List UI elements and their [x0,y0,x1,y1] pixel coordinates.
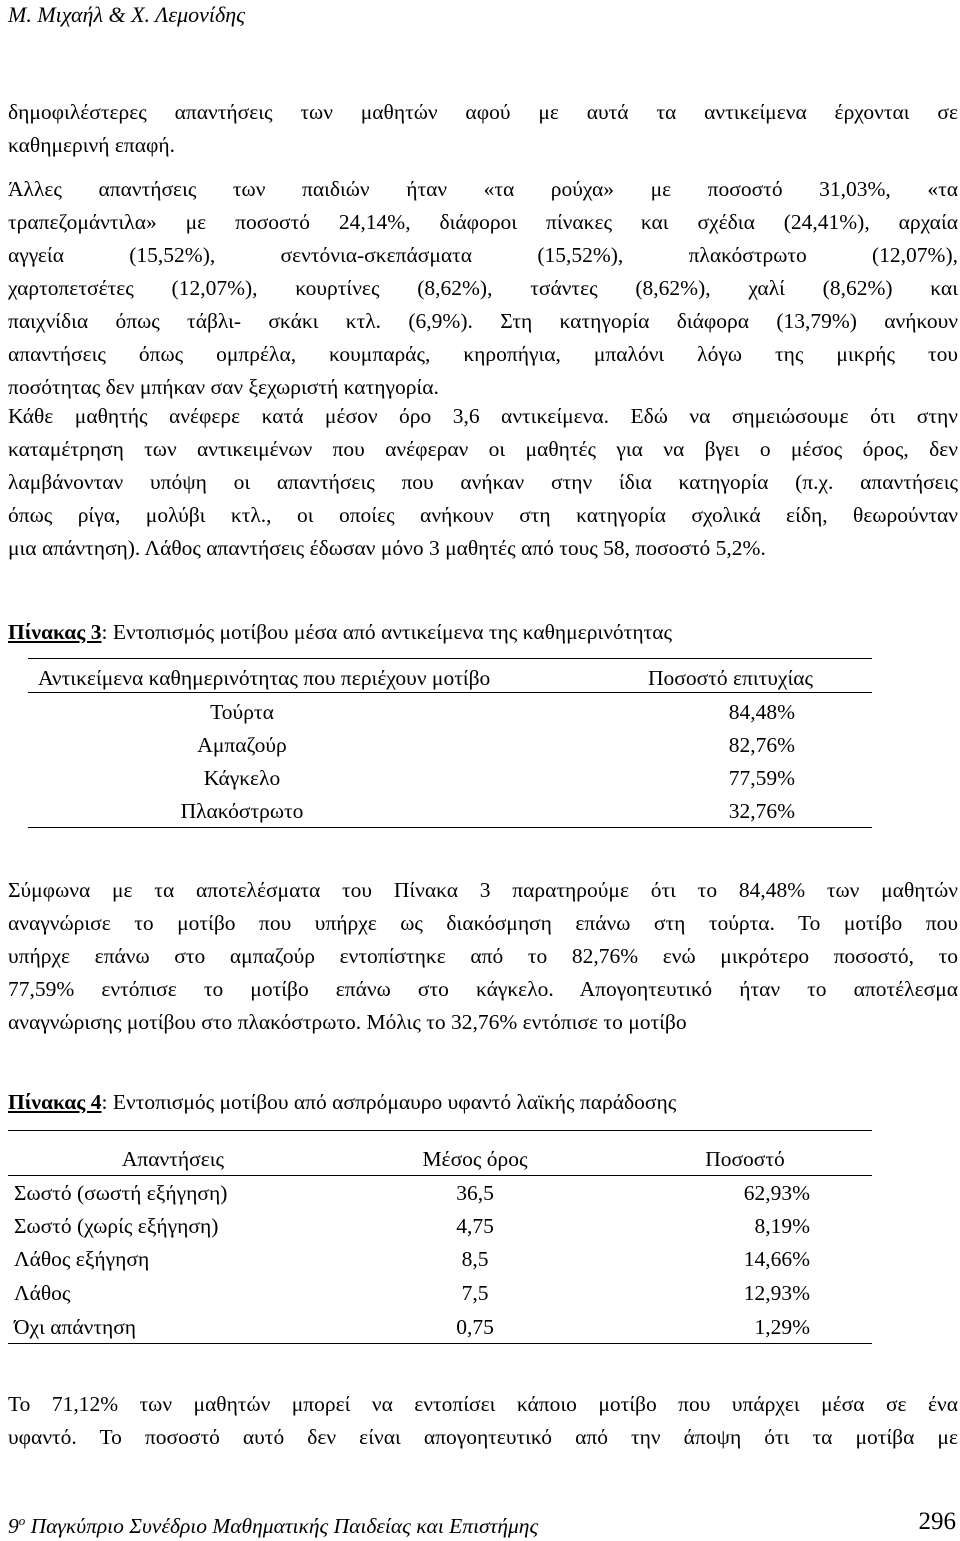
table-cell: Σωστό (σωστή εξήγηση) [14,1181,228,1205]
text-line: παιχνίδια όπως τάβλι- σκάκι κτλ. (6,9%). Στη κατηγορία διάφορα (13,79%) ανήκουν [8,309,958,333]
table-cell: 82,76% [728,733,795,757]
text-line: λαμβάνονταν υπόψη οι απαντήσεις που ανήκαν στην ίδια κατηγορία (π.χ. απαντήσεις [8,470,958,494]
table-cell: 32,76% [728,799,795,823]
conference-ordinal: 9 [8,1514,19,1539]
table-cell: Όχι απάντηση [14,1315,137,1339]
running-header: Μ. Μιχαήλ & Χ. Λεμονίδης [8,2,246,27]
text-line: τραπεζομάντιλα» με ποσοστό 24,14%, διάφοροι πίνακες και σχέδια (24,41%), αρχαία [8,210,958,234]
text-line: καταμέτρηση των αντικειμένων που ανέφεραν οι μαθητές για να βγει ο μέσος όρος, δεν [8,437,958,461]
table-cell: Λάθος εξήγηση [14,1247,150,1271]
table-cell: 7,5 [461,1281,489,1305]
text-line: Κάθε μαθητής ανέφερε κατά μέσον όρο 3,6 αντικείμενα. Εδώ να σημειώσουμε ότι στην [8,404,958,428]
ordinal-suffix: ο [18,1513,26,1528]
table-cell: 8,5 [461,1247,489,1271]
table-title: : Εντοπισμός μοτίβου από ασπρόμαυρο υφαντό λαϊκής παράδοσης [101,1090,677,1114]
table-title: : Εντοπισμός μοτίβου μέσα από αντικείμενα της καθημερινότητας [101,620,672,644]
text-line: υπήρχε επάνω στο αμπαζούρ εντοπίστηκε από το 82,76% ενώ μικρότερο ποσοστό, το [8,944,958,968]
text-line: αναγνώρισης μοτίβου στο πλακόστρωτο. Μόλις το 32,76% εντόπισε το μοτίβο [8,1010,687,1034]
table-label: Πίνακας 4 [8,1090,102,1114]
table-header-rule [8,1175,872,1176]
table-cell: 77,59% [728,766,795,790]
paragraph-2 [8,173,958,404]
text-line: 77,59% εντόπισε το μοτίβο επάνω στο κάγκελο. Απογοητευτικό ήταν το αποτέλεσμα [8,977,958,1001]
text-line: καθημερινή επαφή. [8,133,176,157]
table-cell: Τούρτα [210,700,274,724]
text-line: Το 71,12% των μαθητών μπορεί να εντοπίσει κάποιο μοτίβο που υπάρχει μέσα σε ένα [8,1392,958,1416]
text-line: δημοφιλέστερες απαντήσεις των μαθητών αφού με αυτά τα αντικείμενα έρχονται σε [8,100,958,124]
table-cell: 8,19% [754,1214,810,1238]
text-line: χαρτοπετσέτες (12,07%), κουρτίνες (8,62%), τσάντες (8,62%), χαλί (8,62%) και [8,276,958,300]
table-cell: 84,48% [728,700,795,724]
table-cell: 36,5 [456,1181,494,1205]
running-footer [8,1507,538,1540]
text-line: απαντήσεις όπως ομπρέλα, κουμπαράς, κηροπήγια, μπαλόνι λόγω της μικρής του [8,342,958,366]
table-cell: Σωστό (χωρίς εξήγηση) [14,1214,219,1238]
paragraph-1 [8,96,958,162]
table-top-rule [28,658,872,659]
text-line: αγγεία (15,52%), σεντόνια-σκεπάσματα (15,52%), πλακόστρωτο (12,07%), [8,243,958,267]
text-line: μια απάντηση). Λάθος απαντήσεις έδωσαν μόνο 3 μαθητές από τους 58, ποσοστό 5,2%. [8,536,766,560]
table-3-caption [8,618,672,646]
paragraph-4 [8,874,958,1039]
text-line: Άλλες απαντήσεις των παιδιών ήταν «τα ρούχα» με ποσοστό 31,03%, «τα [8,177,958,201]
table-header-cell: Απαντήσεις [121,1147,225,1171]
table-bottom-rule [8,1343,872,1344]
table-top-rule [8,1130,872,1131]
text-line: αναγνώρισε το μοτίβο που υπήρχε ως διακόσμηση επάνω στη τούρτα. Το μοτίβο που [8,911,958,935]
table-cell: Αμπαζούρ [197,733,287,757]
table-header-rule [28,692,872,693]
table-cell: 62,93% [743,1181,810,1205]
table-cell: 12,93% [743,1281,810,1305]
table-cell: 1,29% [754,1315,810,1339]
paragraph-5 [8,1388,958,1454]
table-cell: 4,75 [456,1214,494,1238]
table-label: Πίνακας 3 [8,620,102,644]
table-header-cell: Αντικείμενα καθημερινότητας που περιέχουν μοτίβο [38,666,491,690]
text-line: υφαντό. Το ποσοστό αυτό δεν είναι απογοητευτικό από την άποψη ότι τα μοτίβα με [8,1425,958,1449]
table-cell: Πλακόστρωτο [180,799,304,823]
text-line: Σύμφωνα με τα αποτελέσματα του Πίνακα 3 παρατηρούμε ότι το 84,48% των μαθητών [8,878,958,902]
text-line: όπως ρίγα, μολύβι κτλ., οι οποίες ανήκουν στη κατηγορία σχολικά είδη, θεωρούνταν [8,503,958,527]
table-cell: Κάγκελο [203,766,281,790]
table-header-cell: Μέσος όρος [422,1147,528,1171]
table-bottom-rule [28,827,872,828]
table-header-cell: Ποσοστό επιτυχίας [648,666,814,690]
conference-name: Παγκύπριο Συνέδριο Μαθηματικής Παιδείας και Επιστήμης [25,1514,539,1539]
paragraph-3 [8,400,958,565]
page-number: 296 [918,1508,956,1535]
table-4-caption [8,1088,676,1116]
table-cell: 14,66% [743,1247,810,1271]
table-cell: 0,75 [456,1315,494,1339]
table-cell: Λάθος [14,1281,71,1305]
table-header-cell: Ποσοστό [705,1147,785,1171]
text-line: ποσότητας δεν μπήκαν σαν ξεχωριστή κατηγορία. [8,375,439,399]
